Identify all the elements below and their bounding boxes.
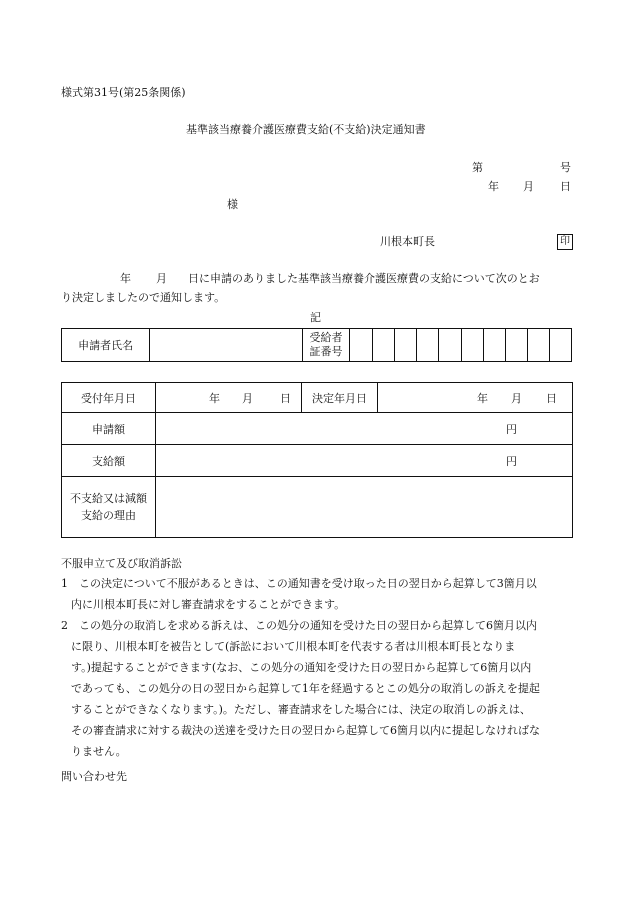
appeal-item-2-line: りません。 bbox=[71, 745, 127, 758]
appeal-item-2-line: す。)提起することができます(なお、この処分の通知を受けた日の翌日から起算して6箇月以内 bbox=[71, 661, 532, 674]
applied-amount-label: 申請額 bbox=[62, 413, 156, 445]
appeal-item-2-line: その審査請求に対する裁決の送達を受けた日の翌日から起算して6箇月以内に提起しなければな bbox=[71, 724, 540, 737]
decision-date-field[interactable] bbox=[378, 383, 573, 413]
decision-year: 年 bbox=[477, 391, 488, 405]
doc-no-go: 号 bbox=[560, 161, 571, 174]
applied-amount-field[interactable] bbox=[156, 413, 573, 445]
seal-stamp: 印 bbox=[557, 234, 573, 250]
date-year: 年 bbox=[488, 180, 499, 193]
decision-month: 月 bbox=[511, 391, 522, 405]
received-year: 年 bbox=[209, 391, 220, 405]
paid-yen: 円 bbox=[506, 454, 517, 468]
page-title: 基準該当療養介護医療費支給(不支給)決定通知書 bbox=[186, 123, 426, 136]
recipient-no-digit[interactable] bbox=[549, 329, 571, 362]
paid-amount-field[interactable] bbox=[156, 445, 573, 477]
appeal-item-2 bbox=[61, 615, 540, 762]
intro-year: 年 bbox=[120, 272, 131, 285]
issuer: 川根本町長 bbox=[380, 235, 435, 248]
applied-yen: 円 bbox=[506, 422, 517, 436]
appeal-item-2-line: することができなくなります。)。ただし、審査請求をした場合には、決定の取消しの訴えは、 bbox=[71, 703, 531, 716]
recipient-no-digit[interactable] bbox=[505, 329, 527, 362]
recipient-no-digit[interactable] bbox=[461, 329, 483, 362]
intro-line2: り決定しましたので通知します。 bbox=[61, 291, 226, 304]
recipient-no-digit[interactable] bbox=[417, 329, 439, 362]
recipient-no-digit[interactable] bbox=[483, 329, 505, 362]
reason-label-line2: 支給の理由 bbox=[81, 509, 136, 522]
appeal-item-1 bbox=[61, 573, 537, 615]
intro-month: 月 bbox=[156, 272, 167, 285]
received-date-label: 受付年月日 bbox=[62, 383, 156, 413]
received-date-field[interactable] bbox=[156, 383, 302, 413]
recipient-no-digit[interactable] bbox=[350, 329, 373, 362]
ki-mark: 記 bbox=[310, 311, 321, 324]
date-day: 日 bbox=[560, 180, 571, 193]
contact-label: 問い合わせ先 bbox=[61, 770, 127, 783]
reason-label bbox=[62, 477, 156, 538]
doc-no-dai: 第 bbox=[472, 161, 483, 174]
recipient-no-label-line1: 受給者 bbox=[309, 331, 343, 345]
paid-amount-label: 支給額 bbox=[62, 445, 156, 477]
appeal-item-2-line: であっても、この処分の日の翌日から起算して1年を経過するとこの処分の取消しの訴えを提起 bbox=[71, 682, 540, 695]
recipient-no-digit[interactable] bbox=[439, 329, 461, 362]
intro-line1: 日に申請のありました基準該当療養介護医療費の支給について次のとお bbox=[188, 272, 540, 285]
recipient-no-digit[interactable] bbox=[527, 329, 549, 362]
recipient-no-label bbox=[302, 329, 349, 362]
addressee-suffix: 様 bbox=[227, 198, 238, 211]
appeal-item-2-line: に限り、川根本町を被告として(訴訟において川根本町を代表する者は川根本町長となりま bbox=[71, 640, 516, 653]
decision-table bbox=[61, 382, 573, 538]
reason-field[interactable] bbox=[156, 477, 573, 538]
recipient-no-label-line2: 証番号 bbox=[309, 345, 343, 358]
form-number: 様式第31号(第25条関係) bbox=[61, 86, 186, 99]
applicant-table bbox=[61, 328, 572, 362]
appeal-item-1-line: 1 この決定について不服があるときは、この通知書を受け取った日の翌日から起算して3箇月以 bbox=[61, 577, 537, 590]
appeal-item-2-line: 2 この処分の取消しを求める訴えは、この処分の通知を受けた日の翌日から起算して6箇月以内 bbox=[61, 619, 537, 632]
applicant-name-label: 申請者氏名 bbox=[62, 329, 150, 362]
recipient-no-digit[interactable] bbox=[373, 329, 395, 362]
received-month: 月 bbox=[242, 391, 253, 405]
decision-date-label: 決定年月日 bbox=[302, 383, 378, 413]
date-month: 月 bbox=[523, 180, 534, 193]
appeal-heading: 不服申立て及び取消訴訟 bbox=[61, 557, 182, 570]
received-day: 日 bbox=[280, 391, 291, 405]
recipient-no-digit[interactable] bbox=[395, 329, 417, 362]
reason-label-line1: 不支給又は減額 bbox=[70, 492, 147, 505]
appeal-item-1-line: 内に川根本町長に対し審査請求をすることができます。 bbox=[71, 598, 346, 611]
applicant-name-field[interactable] bbox=[150, 329, 303, 362]
decision-day: 日 bbox=[546, 391, 557, 405]
